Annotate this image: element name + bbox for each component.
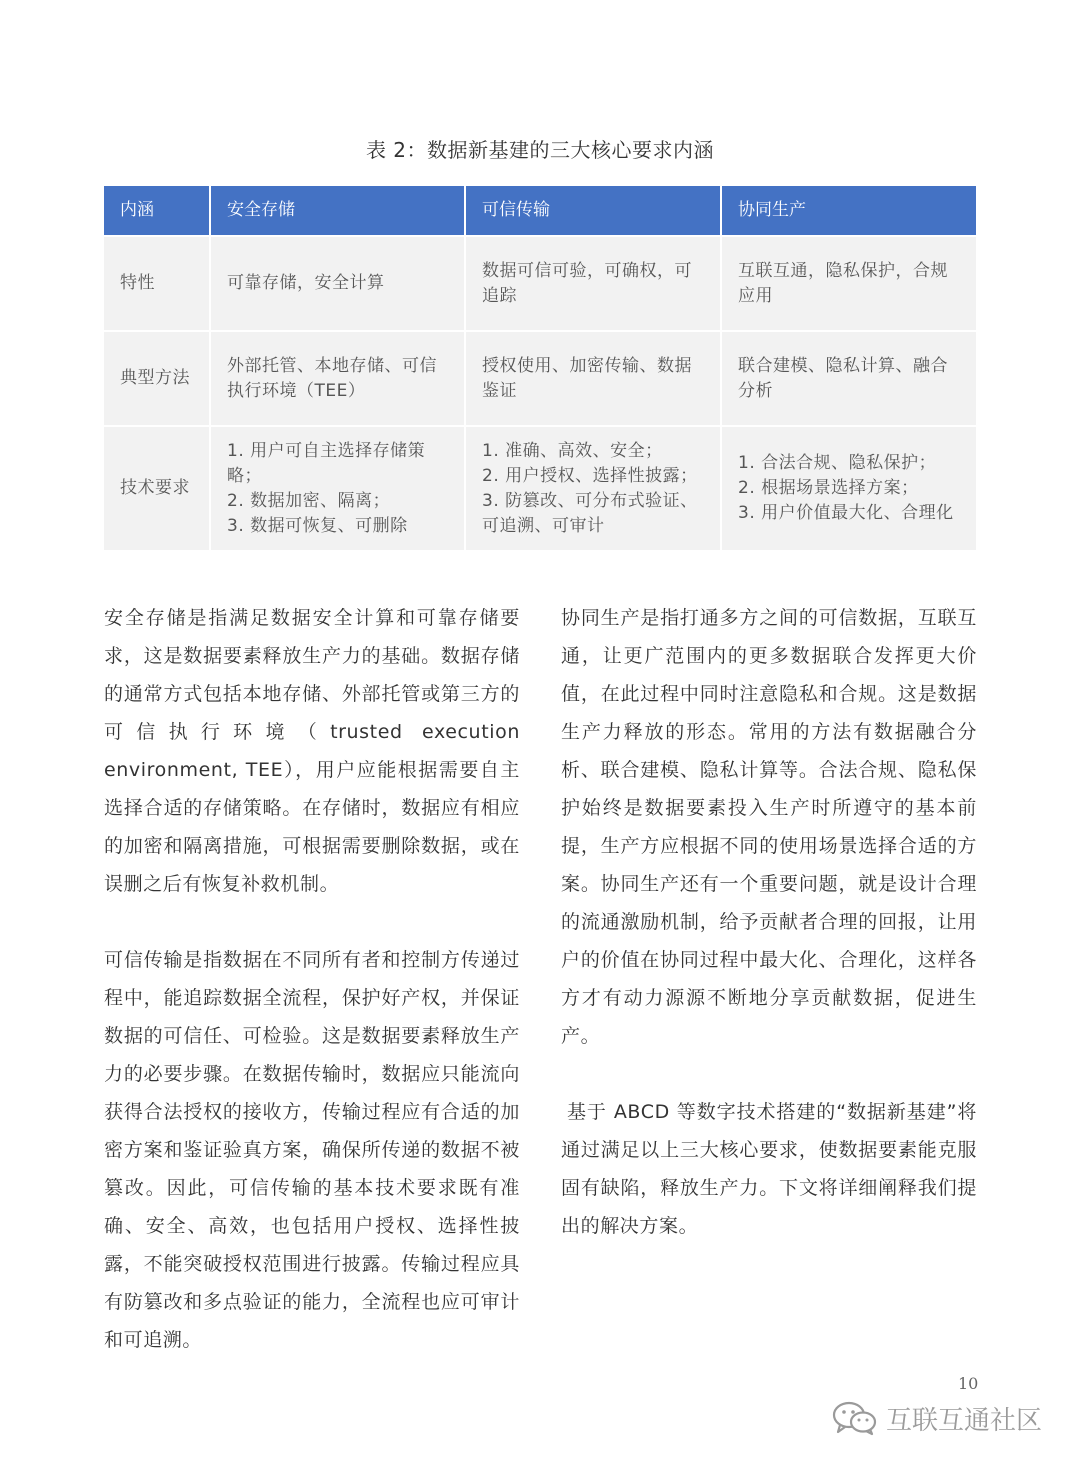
wechat-icon — [832, 1400, 878, 1436]
requirements-table — [104, 186, 976, 550]
table-cell — [210, 426, 465, 550]
table-cell — [465, 426, 721, 550]
table-cell — [721, 236, 976, 331]
cell-line: 3. 用户价值最大化、合理化 — [738, 503, 954, 523]
table-cell — [210, 331, 465, 426]
page-number: 10 — [958, 1374, 979, 1393]
table-header-row — [104, 186, 976, 236]
paragraph-secure-storage: 安全存储是指满足数据安全计算和可靠存储要求，这是数据要素释放生产力的基础。数据存储的通常方式包括本地存储、外部托管或第三方的可信执行环境（trusted execution environment, TEE），用户应能根据需要自主选择合适的存储策略。在存储时，数据应有相应的加密和隔离措施，可根据需要删除数据，或在误删之后有恢复补救机制。 — [104, 607, 520, 895]
row-label: 典型方法 — [104, 331, 210, 426]
cell-line: 数据可信可验，可确权，可 — [482, 260, 692, 281]
cell-line: 应用 — [738, 285, 773, 306]
table-cell — [210, 236, 465, 331]
table-cell — [465, 236, 721, 331]
table-row — [104, 426, 976, 550]
cell-line: 可靠存储，安全计算 — [227, 273, 385, 293]
header-cell: 可信传输 — [465, 186, 721, 236]
table-cell — [721, 331, 976, 426]
table-cell — [721, 426, 976, 550]
cell-line: 互联互通，隐私保护，合规 — [738, 260, 948, 281]
cell-line: 可追溯、可审计 — [482, 515, 605, 536]
header-cell: 协同生产 — [721, 186, 976, 236]
row-label: 技术要求 — [104, 426, 210, 550]
cell-line: 执行环境（TEE） — [227, 380, 366, 401]
cell-line: 2. 用户授权、选择性披露； — [482, 465, 698, 486]
table-cell — [465, 331, 721, 426]
cell-line: 授权使用、加密传输、数据 — [482, 355, 692, 376]
cell-line: 3. 数据可恢复、可删除 — [227, 515, 408, 536]
watermark — [832, 1398, 1042, 1438]
cell-line: 追踪 — [482, 285, 517, 306]
right-text-column — [561, 599, 977, 1245]
table-row — [104, 236, 976, 331]
cell-line: 鉴证 — [482, 380, 517, 401]
cell-line: 2. 数据加密、隔离； — [227, 490, 391, 511]
left-text-column — [104, 599, 520, 1359]
cell-line: 3. 防篡改、可分布式验证、 — [482, 490, 698, 511]
cell-line: 外部托管、本地存储、可信 — [227, 355, 437, 376]
cell-line: 1. 用户可自主选择存储策 — [227, 440, 426, 461]
cell-line: 联合建模、隐私计算、融合 — [738, 355, 948, 376]
cell-line: 1. 合法合规、隐私保护； — [738, 453, 937, 473]
row-label: 特性 — [104, 236, 210, 331]
header-cell: 内涵 — [104, 186, 210, 236]
cell-line: 1. 准确、高效、安全； — [482, 440, 663, 461]
paragraph-trusted-transfer: 可信传输是指数据在不同所有者和控制方传递过程中，能追踪数据全流程，保护好产权，并保证数据的可信任、可检验。这是数据要素释放生产力的必要步骤。在数据传输时，数据应只能流向获得合法授权的接收方，传输过程应有合适的加密方案和鉴证验真方案，确保所传递的数据不被篡改。因此，可信传输的基本技术要求既有准确、安全、高效，也包括用户授权、选择性披露，不能突破授权范围进行披露。传输过程应具有防篡改和多点验证的能力，全流程也应可审计和可追溯。 — [104, 949, 520, 1351]
header-cell: 安全存储 — [210, 186, 465, 236]
watermark-text: 互联互通社区 — [886, 1405, 1043, 1436]
table-caption: 表 2：数据新基建的三大核心要求内涵 — [365, 138, 715, 162]
cell-line: 分析 — [738, 380, 773, 401]
paragraph-collaborative-production: 协同生产是指打通多方之间的可信数据，互联互通，让更广范围内的更多数据联合发挥更大价值，在此过程中同时注意隐私和合规。这是数据生产力释放的形态。常用的方法有数据融合分析、联合建模、隐私计算等。合法合规、隐私保护始终是数据要素投入生产时所遵守的基本前提，生产方应根据不同的使用场景选择合适的方案。协同生产还有一个重要问题，就是设计合理的流通激励机制，给予贡献者合理的回报，让用户的价值在协同过程中最大化、合理化，这样各方才有动力源源不断地分享贡献数据，促进生产。 — [561, 607, 977, 1047]
cell-line: 2. 根据场景选择方案； — [738, 478, 919, 498]
cell-line: 略； — [227, 465, 262, 486]
table-row — [104, 331, 976, 426]
paragraph-conclusion: 基于 ABCD 等数字技术搭建的“数据新基建”将通过满足以上三大核心要求，使数据要素能克服固有缺陷，释放生产力。下文将详细阐释我们提出的解决方案。 — [561, 1101, 977, 1237]
